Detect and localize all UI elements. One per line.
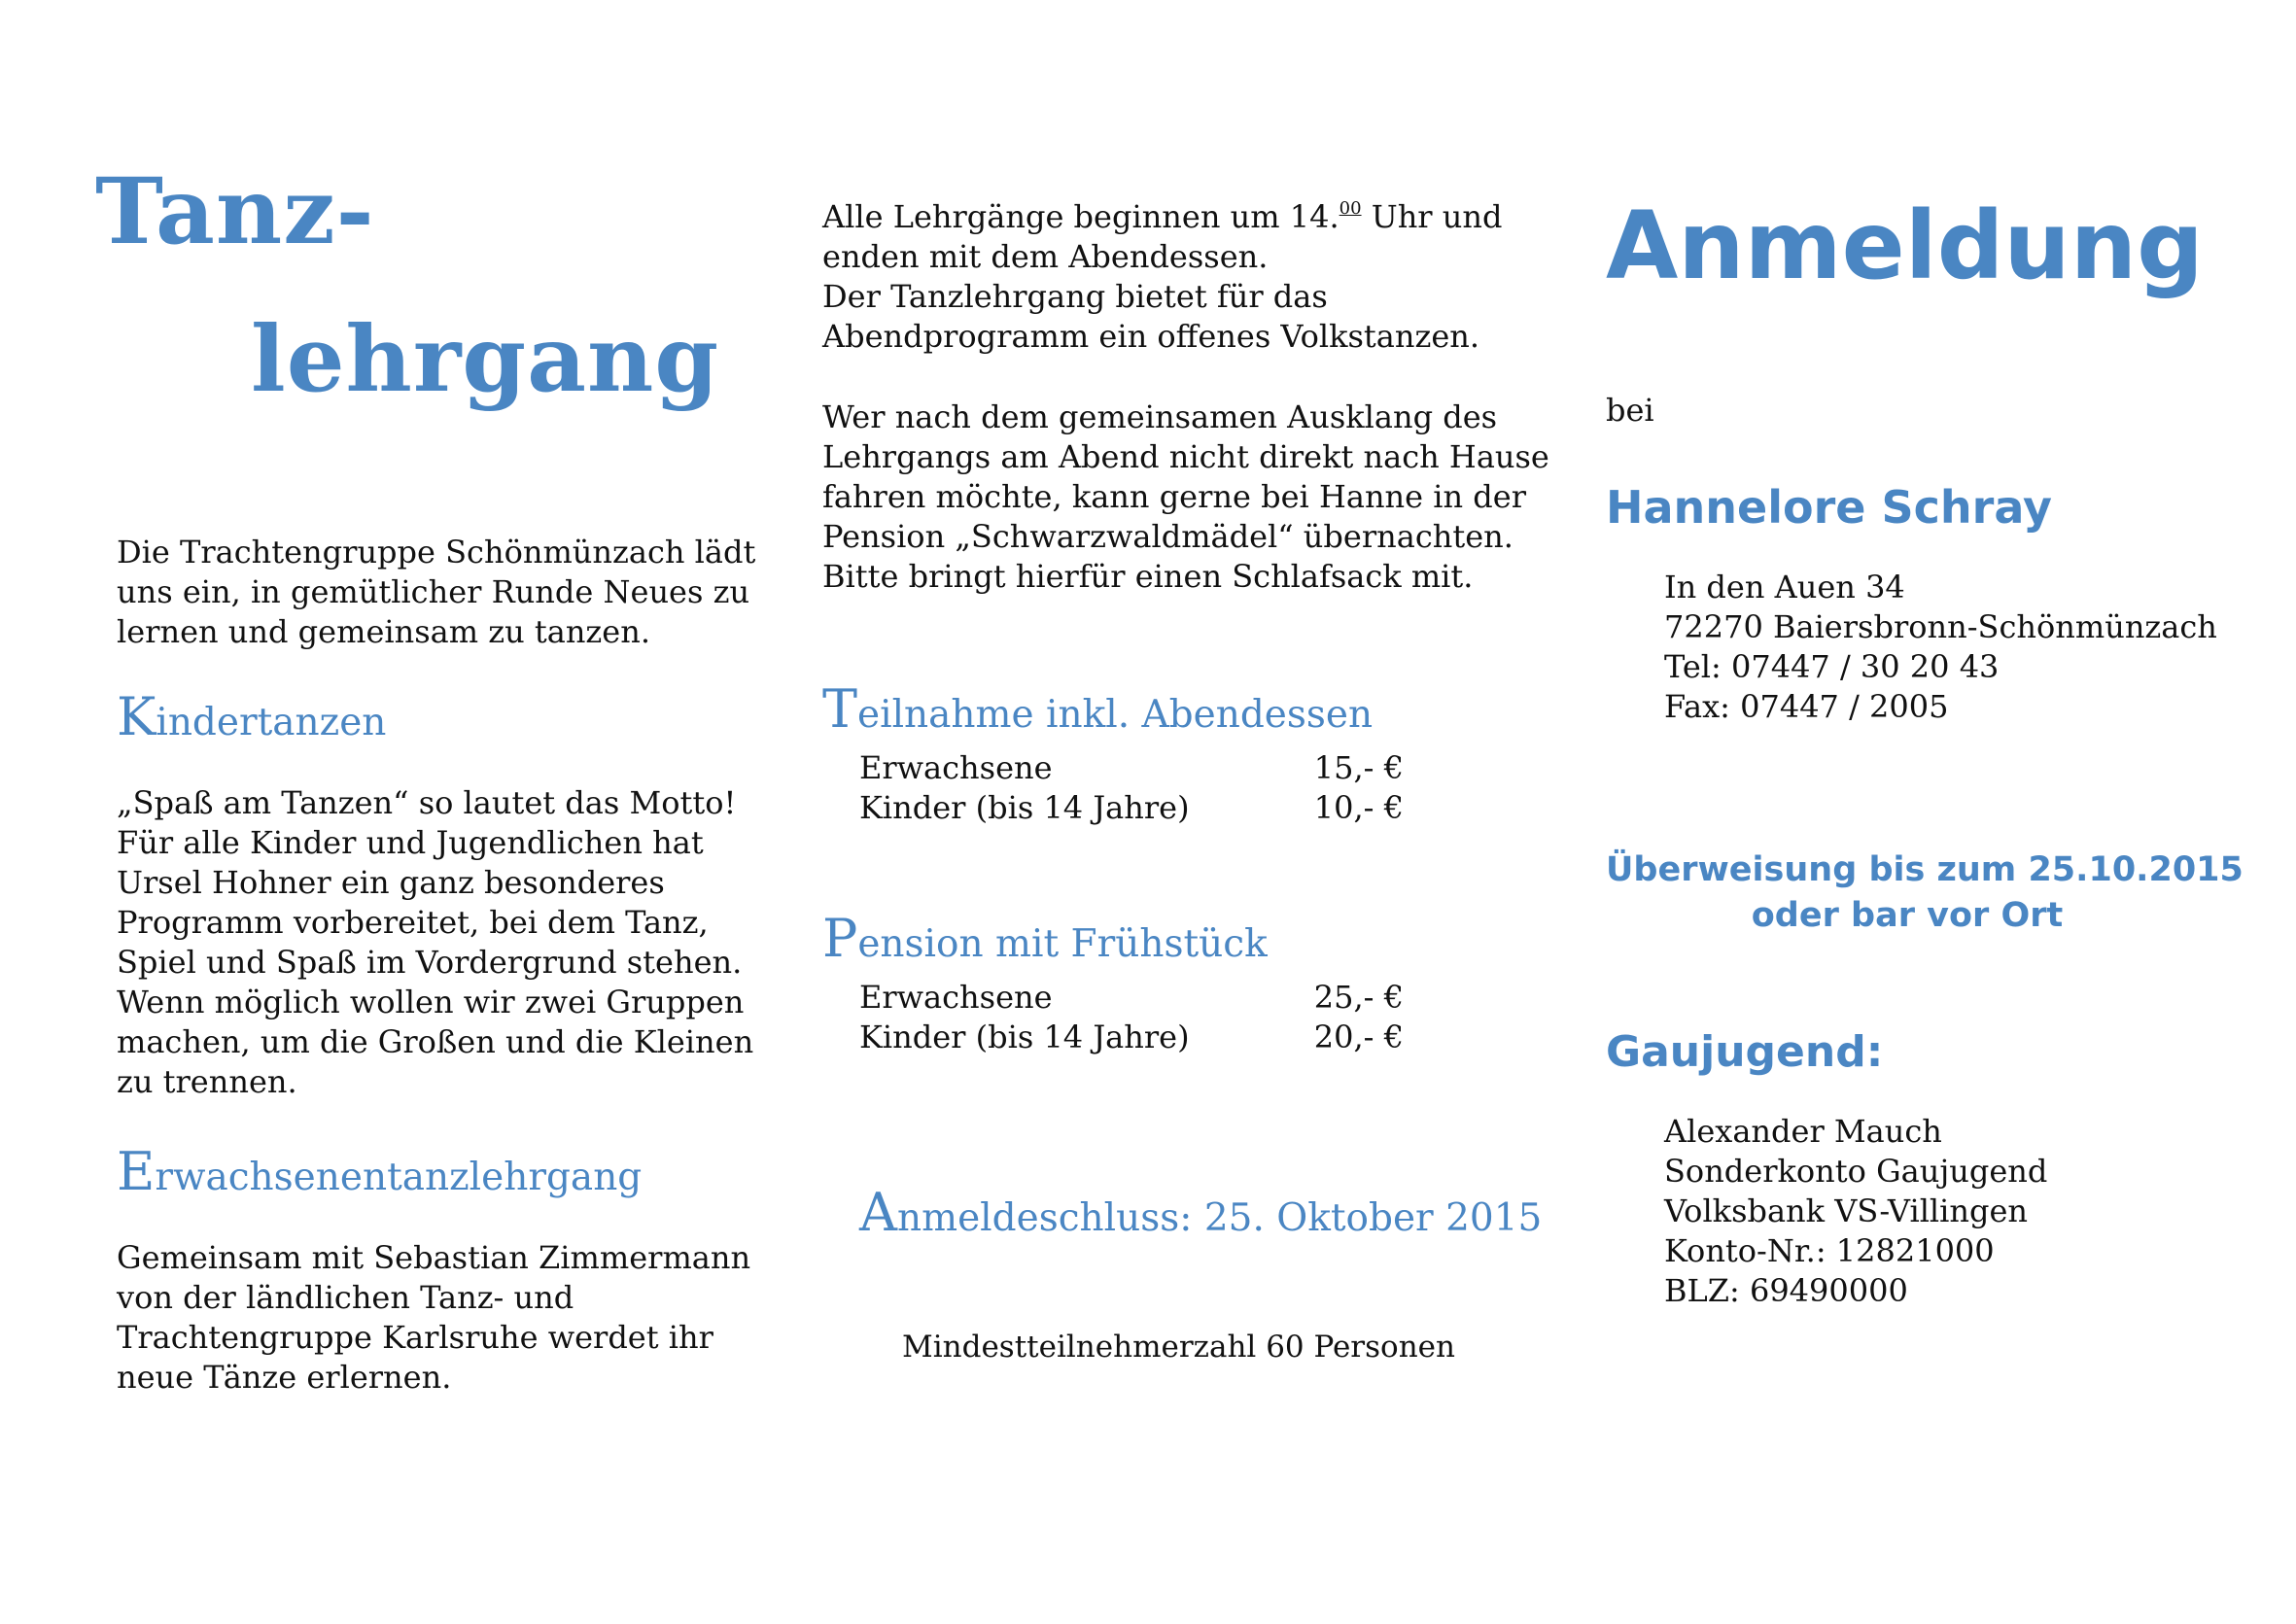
intro-line: lernen und gemeinsam zu tanzen. bbox=[117, 613, 650, 650]
min-participants: Mindestteilnehmerzahl 60 Personen bbox=[902, 1330, 1455, 1365]
start-time-rest: Uhr und bbox=[1361, 198, 1503, 235]
price-label: Erwachsene bbox=[859, 749, 1053, 786]
kinder-line: Wenn möglich wollen wir zwei Gruppen bbox=[117, 984, 745, 1020]
bei-label: bei bbox=[1606, 392, 1654, 429]
heading-initial: K bbox=[117, 686, 157, 747]
price-label: Erwachsene bbox=[859, 979, 1053, 1016]
price-row-pension-child bbox=[859, 1018, 1404, 1057]
transfer-line: Überweisung bis zum 25.10.2015 bbox=[1606, 850, 2244, 889]
title-lehrgang: lehrgang bbox=[251, 306, 720, 413]
heading-initial: E bbox=[117, 1141, 156, 1202]
anmeldung-title: Anmeldung bbox=[1606, 191, 2204, 300]
address-line: Fax: 07447 / 2005 bbox=[1664, 688, 1949, 725]
bank-line: Sonderkonto Gaujugend bbox=[1664, 1153, 2048, 1190]
stay-line: Bitte bringt hierfür einen Schlafsack mit. bbox=[822, 558, 1474, 595]
bank-line: Volksbank VS-Villingen bbox=[1664, 1192, 2029, 1229]
price-row-teilnahme-child bbox=[859, 788, 1404, 828]
price-label: Kinder (bis 14 Jahre) bbox=[859, 1019, 1190, 1055]
stay-line: Pension „Schwarzwaldmädel“ übernachten. bbox=[822, 518, 1513, 555]
erwachsenen-paragraph bbox=[117, 1238, 750, 1398]
heading-rest: nmeldeschluss: 25. Oktober 2015 bbox=[897, 1196, 1543, 1240]
price-label: Kinder (bis 14 Jahre) bbox=[859, 789, 1190, 826]
start-time-minutes: 00 bbox=[1339, 198, 1362, 219]
kinder-line: machen, um die Großen und die Kleinen bbox=[117, 1023, 754, 1060]
heading-initial: P bbox=[822, 908, 858, 969]
heading-initial: T bbox=[822, 678, 858, 740]
address-line: Tel: 07447 / 30 20 43 bbox=[1664, 648, 2000, 685]
title-tanz: Tanz- bbox=[95, 158, 375, 265]
heading-rest: rwachsenentanzlehrgang bbox=[155, 1156, 643, 1199]
start-line: Der Tanzlehrgang bietet für das bbox=[822, 278, 1328, 315]
kinder-line: Programm vorbereitet, bei dem Tanz, bbox=[117, 904, 709, 941]
price-value: 15,- € bbox=[1313, 749, 1404, 786]
kinder-line: „Spaß am Tanzen“ so lautet das Motto! bbox=[117, 784, 737, 821]
bank-line: Konto-Nr.: 12821000 bbox=[1664, 1232, 1995, 1269]
heading-gaujugend: Gaujugend: bbox=[1606, 1027, 1884, 1077]
start-line: enden mit dem Abendessen. bbox=[822, 238, 1269, 275]
start-line bbox=[822, 197, 1502, 237]
kinder-line: Ursel Hohner ein ganz besonderes bbox=[117, 864, 665, 901]
stay-line: fahren möchte, kann gerne bei Hanne in der bbox=[822, 478, 1526, 515]
address-line: In den Auen 34 bbox=[1664, 569, 1905, 605]
contact-address bbox=[1664, 568, 2217, 727]
erw-line: Gemeinsam mit Sebastian Zimmermann bbox=[117, 1239, 751, 1276]
start-line: Abendprogramm ein offenes Volkstanzen. bbox=[822, 318, 1480, 355]
price-row-teilnahme-adult bbox=[859, 748, 1404, 788]
price-value: 25,- € bbox=[1313, 979, 1404, 1016]
price-value: 20,- € bbox=[1313, 1019, 1404, 1055]
erw-line: Trachtengruppe Karlsruhe werdet ihr bbox=[117, 1319, 713, 1356]
heading-rest: ension mit Frühstück bbox=[857, 922, 1268, 966]
kinder-line: Spiel und Spaß im Vordergrund stehen. bbox=[117, 944, 743, 981]
start-time-text: Alle Lehrgänge beginnen um 14. bbox=[822, 198, 1339, 235]
erw-line: neue Tänze erlernen. bbox=[117, 1359, 452, 1396]
stay-line: Wer nach dem gemeinsamen Ausklang des bbox=[822, 398, 1498, 435]
address-line: 72270 Baiersbronn-Schönmünzach bbox=[1664, 608, 2217, 645]
erw-line: von der ländlichen Tanz- und bbox=[117, 1279, 574, 1316]
bank-line: BLZ: 69490000 bbox=[1664, 1272, 1908, 1309]
heading-teilnahme bbox=[822, 678, 1374, 740]
intro-line: Die Trachtengruppe Schönmünzach lädt bbox=[117, 534, 756, 570]
bank-line: Alexander Mauch bbox=[1664, 1113, 1942, 1150]
intro-line: uns ein, in gemütlicher Runde Neues zu bbox=[117, 573, 750, 610]
kinder-line: zu trennen. bbox=[117, 1063, 297, 1100]
heading-rest: indertanzen bbox=[156, 701, 387, 744]
stay-line: Lehrgangs am Abend nicht direkt nach Hause bbox=[822, 438, 1549, 475]
overnight-paragraph bbox=[822, 397, 1549, 597]
kindertanzen-paragraph bbox=[117, 783, 753, 1102]
transfer-line: oder bar vor Ort bbox=[1751, 896, 2064, 935]
intro-paragraph bbox=[117, 533, 755, 652]
heading-kindertanzen bbox=[117, 686, 387, 747]
heading-rest: eilnahme inkl. Abendessen bbox=[857, 693, 1374, 737]
price-row-pension-adult bbox=[859, 978, 1404, 1018]
transfer-note bbox=[1606, 847, 2244, 939]
price-value: 10,- € bbox=[1313, 789, 1404, 826]
registration-deadline bbox=[859, 1182, 1543, 1243]
bank-details bbox=[1664, 1112, 2047, 1311]
kinder-line: Für alle Kinder und Jugendlichen hat bbox=[117, 824, 704, 861]
start-paragraph bbox=[822, 197, 1502, 357]
contact-name: Hannelore Schray bbox=[1606, 481, 2052, 534]
heading-pension bbox=[822, 908, 1268, 969]
heading-erwachsenentanzlehrgang bbox=[117, 1141, 643, 1202]
heading-initial: A bbox=[859, 1182, 897, 1243]
